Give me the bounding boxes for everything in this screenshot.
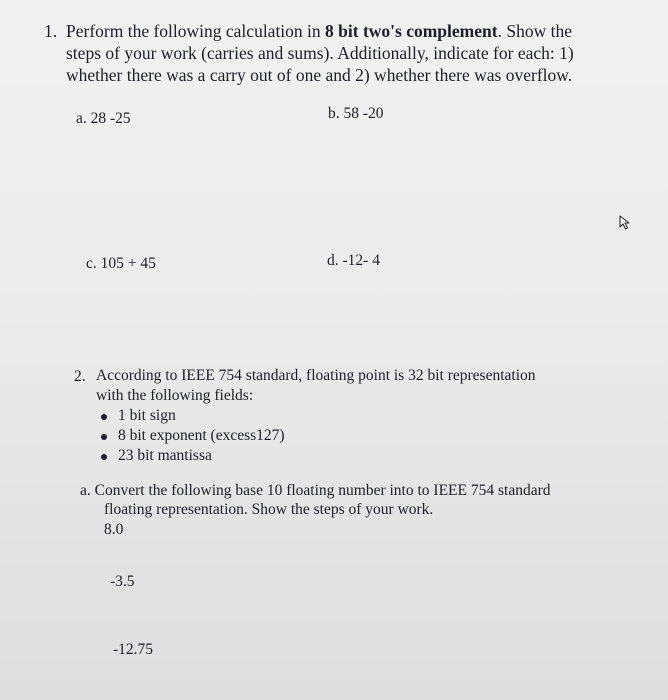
q2-number: 2. — [74, 368, 86, 385]
bullet-icon — [101, 414, 107, 420]
q1-part-d: d. -12- 4 — [327, 252, 380, 269]
q1-part-c: c. 105 + 45 — [86, 255, 156, 272]
bullet-icon — [101, 454, 107, 460]
q2-field-2: 8 bit exponent (excess127) — [118, 427, 285, 444]
q1-line-1c: . Show the — [497, 21, 572, 41]
q2a-value-1: 8.0 — [104, 521, 124, 538]
q1-line-2: steps of your work (carries and sums). Additionally, indicate for each: 1) — [66, 43, 574, 63]
q2a-value-2: -3.5 — [110, 573, 135, 590]
q1-line-1a: Perform the following calculation in — [66, 21, 326, 41]
bullet-icon — [101, 434, 107, 440]
q2-field-1: 1 bit sign — [118, 407, 176, 424]
q2-field-3: 23 bit mantissa — [118, 447, 212, 464]
q2a-line-1: a. Convert the following base 10 floating number into to IEEE 754 standard — [80, 482, 551, 499]
mouse-pointer-icon — [618, 214, 634, 230]
q1-part-b: b. 58 -20 — [328, 105, 384, 122]
q2a-line-2: floating representation. Show the steps of your work. — [104, 501, 434, 518]
q1-part-a: a. 28 -25 — [76, 110, 131, 127]
q2-line-1: According to IEEE 754 standard, floating point is 32 bit representation — [96, 367, 536, 384]
q1-emphasis: 8 bit two's complement — [325, 21, 498, 41]
q2a-value-3: -12.75 — [113, 641, 154, 658]
q1-line-1 — [66, 20, 572, 42]
q1-line-3: whether there was a carry out of one and 2) whether there was overflow. — [66, 65, 573, 85]
q2-line-2: with the following fields: — [96, 387, 254, 404]
q1-number: 1. — [44, 21, 58, 41]
